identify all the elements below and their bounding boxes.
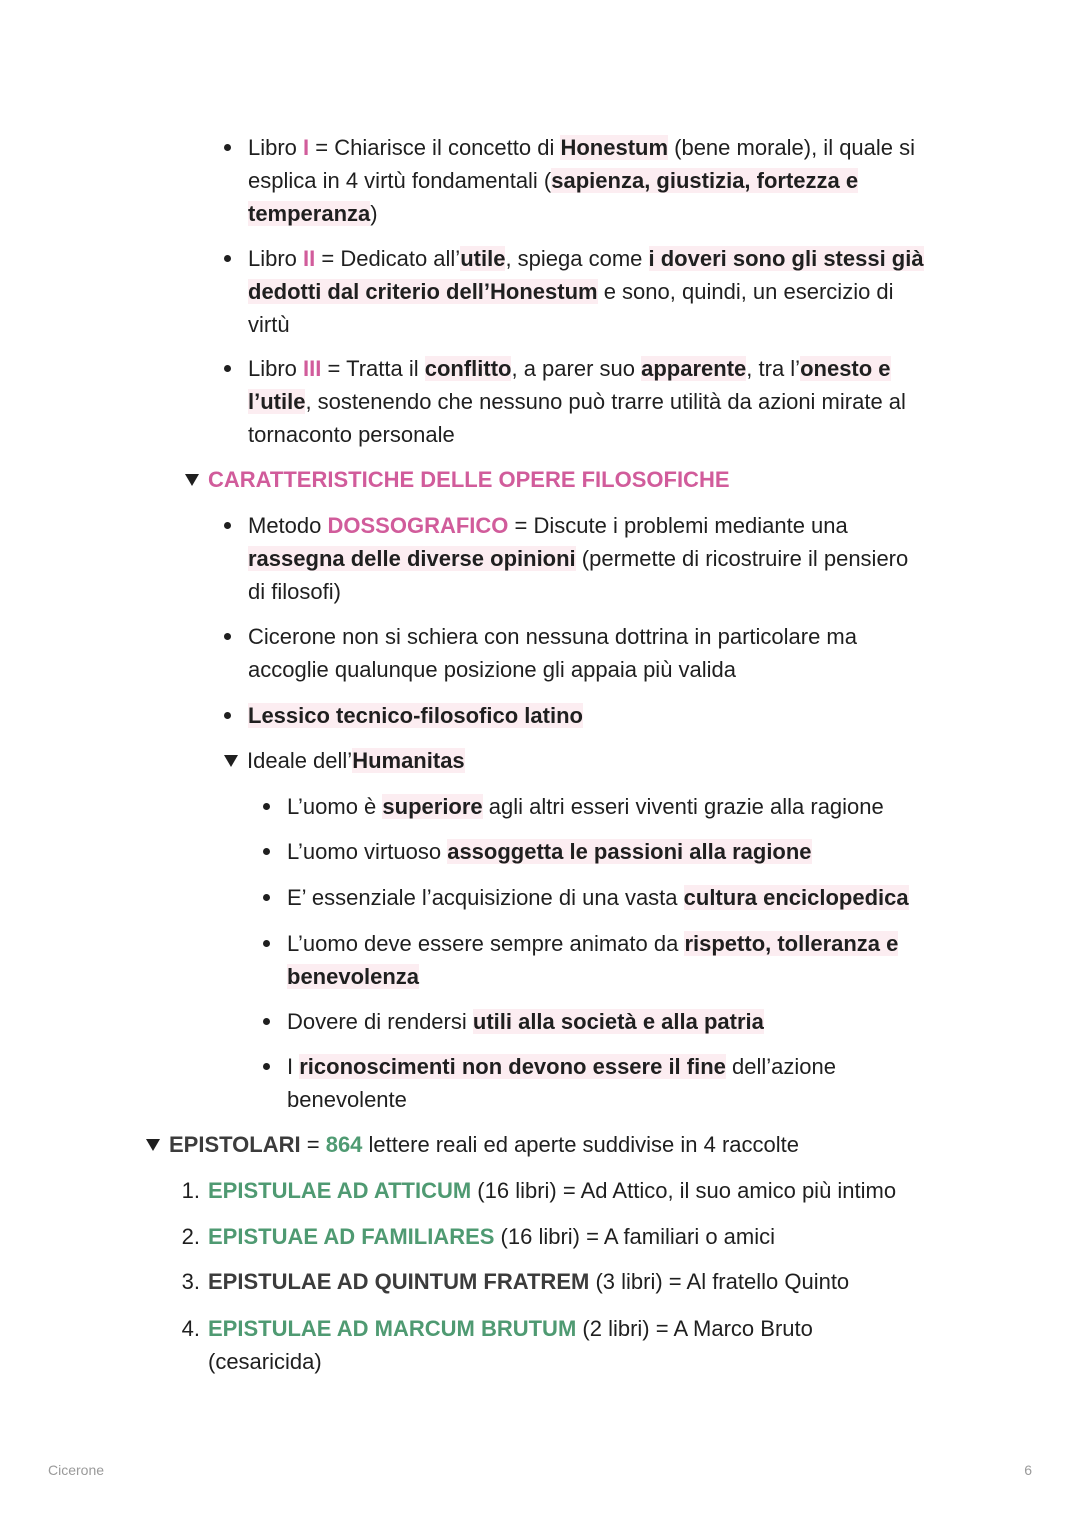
bullet-dot <box>224 712 231 719</box>
highlight-term: Honestum <box>560 135 669 160</box>
bullet-dot <box>263 1018 270 1025</box>
text-span: (16 libri) = Ad Attico, il suo amico più intimo <box>471 1178 897 1203</box>
bullet-dot <box>224 144 231 151</box>
text-span: (bene morale), il quale si <box>668 135 916 160</box>
highlight-term: l’utile <box>248 389 306 414</box>
text-span: (3 libri) = Al fratello Quinto <box>589 1269 850 1294</box>
bullet-dot <box>263 1063 270 1070</box>
highlight-term: cultura enciclopedica <box>683 885 909 910</box>
libro-numeral: II <box>303 246 316 271</box>
list-item-humanitas-2 <box>0 835 1080 869</box>
collection-title: EPISTULAE AD QUINTUM FRATREM <box>208 1269 590 1294</box>
highlight-term: utili alla società e alla patria <box>472 1009 764 1034</box>
bullet-dot <box>224 365 231 372</box>
list-number: 3. <box>181 1269 200 1294</box>
text-span: (2 libri) = A Marco Bruto <box>576 1316 813 1341</box>
list-item-humanitas-1 <box>0 790 1080 824</box>
section-heading: EPISTOLARI <box>169 1132 301 1157</box>
collection-title: EPISTULAE AD MARCUM BRUTUM <box>208 1316 577 1341</box>
toggle-caratteristiche[interactable] <box>0 463 1080 497</box>
text-span: di filosofi) <box>248 579 341 604</box>
highlight-term: apparente <box>641 356 747 381</box>
text-span: agli altri esseri viventi grazie alla ragione <box>482 794 884 819</box>
list-number: 1. <box>181 1178 200 1203</box>
text-span: = Tratta il <box>321 356 425 381</box>
highlight-term: dedotti dal criterio dell’Honestum <box>248 279 598 304</box>
toggle-humanitas[interactable] <box>0 744 1080 778</box>
highlight-term: Humanitas <box>352 748 465 773</box>
text-span: Ideale dell’ <box>247 748 353 773</box>
highlight-term: sapienza, giustizia, fortezza e <box>551 168 859 193</box>
text-span: Dovere di rendersi <box>287 1009 473 1034</box>
highlight-term: onesto e <box>800 356 891 381</box>
list-item-dottrina <box>0 620 1080 686</box>
numbered-item-2 <box>0 1220 1080 1254</box>
highlight-term: rassegna delle diverse opinioni <box>248 546 576 571</box>
list-item-humanitas-3 <box>0 881 1080 915</box>
footer-title: Cicerone <box>48 1462 105 1478</box>
text-span: Metodo <box>248 513 328 538</box>
bullet-dot <box>263 940 270 947</box>
bullet-dot <box>224 633 231 640</box>
highlight-term: superiore <box>382 794 483 819</box>
collection-title: EPISTUAE AD FAMILIARES <box>208 1224 495 1249</box>
text-span: accoglie qualunque posizione gli appaia più valida <box>248 657 737 682</box>
list-item-humanitas-6 <box>0 1050 1080 1116</box>
text-span: = <box>300 1132 326 1157</box>
text-span: = Discute i problemi mediante una <box>508 513 848 538</box>
bullet-dot <box>224 522 231 529</box>
highlight-term: assoggetta le passioni alla ragione <box>447 839 812 864</box>
text-span: L’uomo virtuoso <box>287 839 448 864</box>
numbered-item-1 <box>0 1174 1080 1208</box>
text-span: = Chiarisce il concetto di <box>309 135 561 160</box>
list-item-libro-1 <box>0 131 1080 231</box>
numbered-item-3 <box>0 1265 1080 1299</box>
highlight-term: riconoscimenti non devono essere il fine <box>299 1054 726 1079</box>
text-span: E’ essenziale l’acquisizione di una vasta <box>287 885 684 910</box>
toggle-epistolari[interactable] <box>0 1128 1080 1162</box>
text-span: L’uomo deve essere sempre animato da <box>287 931 685 956</box>
bullet-dot <box>263 803 270 810</box>
text-span: Cicerone non si schiera con nessuna dottrina in particolare ma <box>248 624 857 649</box>
highlight-term: utile <box>460 246 506 271</box>
list-item-lessico <box>0 699 1080 733</box>
section-heading: CARATTERISTICHE DELLE OPERE FILOSOFICHE <box>208 467 730 492</box>
libro-label: Libro <box>248 246 304 271</box>
text-span: , spiega come <box>505 246 649 271</box>
highlight-term: rispetto, tolleranza e <box>684 931 899 956</box>
text-span: lettere reali ed aperte suddivise in 4 raccolte <box>362 1132 799 1157</box>
libro-numeral: I <box>303 135 310 160</box>
bullet-dot <box>224 255 231 262</box>
toggle-triangle-icon[interactable] <box>185 474 199 486</box>
text-span: e sono, quindi, un esercizio di <box>597 279 894 304</box>
numbered-item-4 <box>0 1312 1080 1378</box>
text-span: (permette di ricostruire il pensiero <box>575 546 909 571</box>
highlight-term: conflitto <box>424 356 512 381</box>
text-span: = Dedicato all’ <box>315 246 461 271</box>
highlight-term: Lessico tecnico-filosofico latino <box>248 703 583 728</box>
bullet-dot <box>263 848 270 855</box>
list-item-dossografico <box>0 509 1080 609</box>
highlight-term: i doveri sono gli stessi già <box>648 246 924 271</box>
text-span: dell’azione <box>725 1054 836 1079</box>
libro-numeral: III <box>303 356 322 381</box>
list-item-libro-3 <box>0 352 1080 452</box>
toggle-triangle-icon[interactable] <box>146 1139 160 1151</box>
list-item-humanitas-4 <box>0 927 1080 993</box>
text-span: (16 libri) = A familiari o amici <box>494 1224 776 1249</box>
libro-label: Libro <box>248 356 304 381</box>
text-span: , a parer suo <box>511 356 642 381</box>
text-span: virtù <box>248 312 290 337</box>
text-span: (cesaricida) <box>208 1349 322 1374</box>
text-span: , tra l’ <box>746 356 801 381</box>
text-span: esplica in 4 virtù fondamentali ( <box>248 168 552 193</box>
list-number: 2. <box>181 1224 200 1249</box>
text-span: I <box>287 1054 300 1079</box>
highlight-term: benevolenza <box>287 964 420 989</box>
text-span: L’uomo è <box>287 794 383 819</box>
text-span: tornaconto personale <box>248 422 455 447</box>
libro-label: Libro <box>248 135 304 160</box>
footer-page-number: 6 <box>1024 1462 1032 1478</box>
toggle-triangle-icon[interactable] <box>224 755 238 767</box>
list-item-libro-2 <box>0 242 1080 342</box>
highlight-term: DOSSOGRAFICO <box>327 513 509 538</box>
text-span: ) <box>370 201 378 226</box>
list-number: 4. <box>181 1316 200 1341</box>
letters-count: 864 <box>325 1132 363 1157</box>
text-span: , sostenendo che nessuno può trarre utilità da azioni mirate al <box>305 389 906 414</box>
bullet-dot <box>263 894 270 901</box>
list-item-humanitas-5 <box>0 1005 1080 1039</box>
text-span: benevolente <box>287 1087 407 1112</box>
highlight-term: temperanza <box>248 201 371 226</box>
collection-title: EPISTULAE AD ATTICUM <box>208 1178 472 1203</box>
